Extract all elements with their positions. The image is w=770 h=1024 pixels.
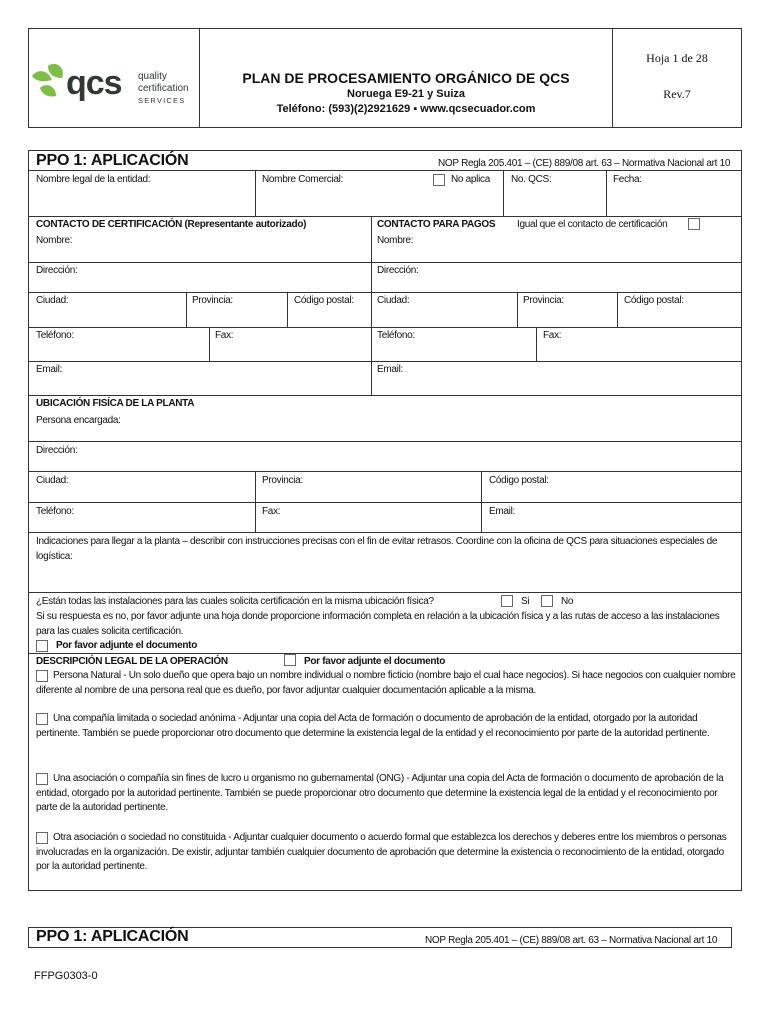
legal-attach-checkbox[interactable] — [284, 654, 296, 666]
pay-same-label: Igual que el contacto de certificación — [517, 219, 668, 230]
location-title: UBICACIÓN FISÍCA DE LA PLANTA — [36, 398, 195, 409]
location-person-label: Persona encargada: — [36, 415, 121, 426]
cert-email-label: Email: — [36, 364, 62, 375]
legal-option-company-text: Una compañía limitada o sociedad anónima - Adjuntar una copia del Acta de formación o documento de aprobación de la entidad, otorgado por la autoridad pertinente. También se puede proporcionar otro documento que determine la existencia legal de la entidad y el reconocimiento por parte de la autoridad pertinente. — [36, 713, 710, 739]
legal-title: DESCRIPCIÓN LEGAL DE LA OPERACIÓN — [36, 656, 228, 667]
qcs-number-label: No. QCS: — [511, 174, 552, 185]
date-label: Fecha: — [613, 174, 642, 185]
cert-contact-title: CONTACTO DE CERTIFICACIÓN (Representante autorizado) — [36, 219, 307, 230]
qcs-logo — [30, 62, 198, 110]
logo-sub-certification: certification — [138, 83, 189, 94]
cert-city-label: Ciudad: — [36, 295, 69, 306]
header-title: PLAN DE PROCESAMIENTO ORGÁNICO DE QCS — [242, 70, 570, 86]
same-location-yes-label: Si — [521, 596, 530, 607]
pay-same-checkbox[interactable] — [688, 218, 700, 230]
location-postal-label: Código postal: — [489, 475, 549, 486]
logo-wordmark: qcs — [66, 64, 122, 102]
pay-phone-label: Teléfono: — [377, 330, 415, 341]
same-location-yes-checkbox[interactable] — [501, 595, 513, 607]
legal-option-ngo-text: Una asociación o compañía sin fines de lucro u organismo no gubernamental (ONG) - Adjuntar una copia del Acta de formación o documento de aprobación de la entidad, otorgado por la autoridad pertinente. También se puede proporcionar otro documento que determine la existencia legal de la entidad y el reconocimiento por parte de la autoridad pertinente. — [36, 773, 724, 813]
location-city-label: Ciudad: — [36, 475, 69, 486]
header-address: Noruega E9-21 y Suiza — [347, 88, 465, 100]
not-applicable-checkbox[interactable] — [433, 174, 445, 186]
not-applicable-label: No aplica — [451, 174, 490, 185]
leaf-icon — [30, 62, 66, 104]
footer-regulation: NOP Regla 205.401 – (CE) 889/08 art. 63 – Normativa Nacional art 10 — [425, 935, 718, 946]
commercial-name-label: Nombre Comercial: — [262, 174, 344, 185]
location-attach-checkbox[interactable] — [36, 640, 48, 652]
pay-address-label: Dirección: — [377, 265, 419, 276]
location-attach-label: Por favor adjunte el documento — [56, 640, 198, 651]
legal-name-label: Nombre legal de la entidad: — [36, 174, 151, 185]
location-email-label: Email: — [489, 506, 515, 517]
footer-title: PPO 1: APLICACIÓN — [36, 928, 189, 945]
location-address-label: Dirección: — [36, 445, 78, 456]
pay-name-label: Nombre: — [377, 235, 414, 246]
logo-sub-quality: quality — [138, 71, 167, 82]
page-number: Hoja 1 de 28 — [646, 51, 708, 65]
pay-email-label: Email: — [377, 364, 403, 375]
same-location-no-checkbox[interactable] — [541, 595, 553, 607]
pay-fax-label: Fax: — [543, 330, 562, 341]
location-province-label: Provincia: — [262, 475, 303, 486]
same-location-no-label: No — [561, 596, 574, 607]
same-location-question: ¿Están todas las instalaciones para las cuales solicita certificación en la misma ubicación física? — [36, 596, 434, 607]
pay-contact-title: CONTACTO PARA PAGOS — [377, 219, 496, 230]
if-no-instructions: Si su respuesta es no, por favor adjunte una hoja donde proporcione información completa en relación a la ubicación física y a las rutas de acceso a las instalaciones para las cuales solicita certificación. — [36, 611, 720, 637]
pay-city-label: Ciudad: — [377, 295, 410, 306]
cert-phone-label: Teléfono: — [36, 330, 74, 341]
logo-sub-services: SERVICES — [138, 96, 186, 105]
legal-option-natural-text: Persona Natural - Un solo dueño que opera bajo un nombre individual o nombre ficticio (nombre bajo el cual hace negocios). Si hace negocios con cualquier nombre diferente al nombre de una persona real que es dueño, por favor adjuntar cualquier documentación aplicable a la misma. — [36, 670, 736, 696]
cert-address-label: Dirección: — [36, 265, 78, 276]
cert-fax-label: Fax: — [215, 330, 234, 341]
form-code: FFPG0303-0 — [34, 970, 98, 982]
cert-name-label: Nombre: — [36, 235, 73, 246]
section-regulation: NOP Regla 205.401 – (CE) 889/08 art. 63 – Normativa Nacional art 10 — [438, 158, 731, 169]
legal-attach-label: Por favor adjunte el documento — [304, 656, 446, 667]
legal-option-other-text: Otra asociación o sociedad no constituida - Adjuntar cualquier documento o acuerdo formal que establezca los derechos y deberes entre los miembros o personas involucradas en la organización. De existir, adjuntar también cualquier documento de aprobación que determine la existencia o reconocimiento de la entidad, otorgado por la autoridad pertinente. — [36, 832, 727, 872]
pay-province-label: Provincia: — [523, 295, 564, 306]
location-fax-label: Fax: — [262, 506, 281, 517]
directions-text: Indicaciones para llegar a la planta – describir con instrucciones precisas con el fin de evitar retrasos. Coordine con la oficina de QCS para situaciones especiales de logística: — [36, 536, 718, 562]
revision: Rev.7 — [663, 87, 691, 101]
section-title: PPO 1: APLICACIÓN — [36, 152, 189, 169]
location-phone-label: Teléfono: — [36, 506, 74, 517]
pay-postal-label: Código postal: — [624, 295, 684, 306]
cert-province-label: Provincia: — [192, 295, 233, 306]
cert-postal-label: Código postal: — [294, 295, 354, 306]
header-phone: Teléfono: (593)(2)2921629 ▪ www.qcsecuador.com — [276, 103, 536, 115]
